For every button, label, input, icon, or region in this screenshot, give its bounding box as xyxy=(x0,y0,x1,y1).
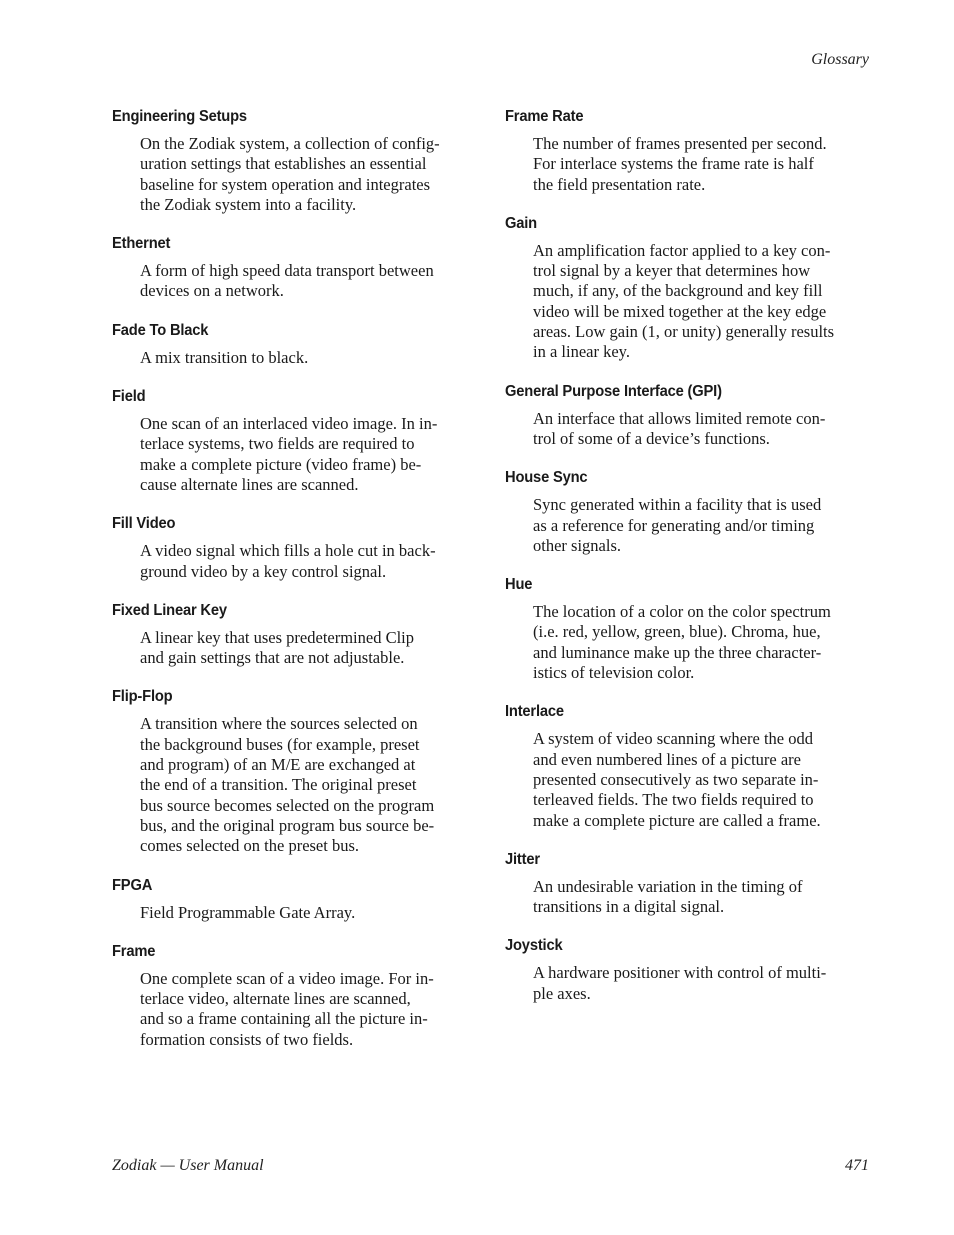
definition-line: presented consecutively as two separate in- xyxy=(533,769,819,789)
glossary-definition xyxy=(140,134,478,215)
definition-line: ground video by a key control signal. xyxy=(140,561,387,581)
glossary-term: Fade To Black xyxy=(112,321,209,339)
glossary-column-left xyxy=(112,107,478,1069)
glossary-entry xyxy=(505,468,871,556)
glossary-definition xyxy=(140,714,478,856)
glossary-entry xyxy=(505,702,871,830)
definition-line: A transition where the sources selected on xyxy=(140,714,418,734)
definition-line: ple axes. xyxy=(533,983,591,1003)
definition-line: other signals. xyxy=(533,535,621,555)
definition-line: as a reference for generating and/or timing xyxy=(533,515,815,535)
glossary-entry xyxy=(112,687,478,856)
running-header: Glossary xyxy=(811,51,869,68)
glossary-entry xyxy=(112,107,478,215)
definition-line: cause alternate lines are scanned. xyxy=(140,474,359,494)
glossary-definition xyxy=(533,241,871,363)
glossary-definition xyxy=(533,963,871,1004)
definition-line: An interface that allows limited remote con- xyxy=(533,408,826,428)
glossary-entry xyxy=(112,942,478,1050)
definition-line: (i.e. red, yellow, green, blue). Chroma, hue, xyxy=(533,622,821,642)
glossary-definition xyxy=(533,602,871,683)
definition-line: terlace video, alternate lines are scanned, xyxy=(140,989,411,1009)
definition-line: make a complete picture (video frame) be- xyxy=(140,454,422,474)
definition-line: trol signal by a keyer that determines how xyxy=(533,261,811,281)
glossary-term: Frame xyxy=(112,942,156,960)
glossary-definition xyxy=(533,729,871,830)
glossary-entry xyxy=(505,936,871,1004)
definition-line: On the Zodiak system, a collection of config- xyxy=(140,134,440,153)
definition-line: the Zodiak system into a facility. xyxy=(140,194,357,214)
glossary-entry xyxy=(505,107,871,195)
definition-line: uration settings that establishes an essential xyxy=(140,154,427,174)
definition-line: and luminance make up the three character- xyxy=(533,642,822,662)
glossary-term: Fixed Linear Key xyxy=(112,601,227,619)
glossary-column-right xyxy=(505,107,871,1023)
glossary-term: Interlace xyxy=(505,703,564,721)
glossary-definition xyxy=(140,969,478,1050)
glossary-definition xyxy=(533,495,871,556)
glossary-entry xyxy=(112,234,478,302)
definition-line: The number of frames presented per second. xyxy=(533,134,827,153)
glossary-definition xyxy=(140,348,478,368)
glossary-term: Gain xyxy=(505,214,537,232)
footer-page-number: 471 xyxy=(845,1157,869,1174)
definition-line: For interlace systems the frame rate is half xyxy=(533,154,814,174)
definition-line: and gain settings that are not adjustable. xyxy=(140,648,405,668)
definition-line: baseline for system operation and integrates xyxy=(140,174,431,194)
glossary-term: Ethernet xyxy=(112,235,171,253)
definition-line: trol of some of a device’s functions. xyxy=(533,428,770,448)
definition-line: Sync generated within a facility that is used xyxy=(533,495,822,515)
definition-line: A form of high speed data transport between xyxy=(140,261,434,281)
definition-line: A linear key that uses predetermined Clip xyxy=(140,627,415,647)
definition-line: devices on a network. xyxy=(140,281,284,301)
glossary-term: Engineering Setups xyxy=(112,108,247,125)
definition-line: One scan of an interlaced video image. In in- xyxy=(140,414,438,434)
glossary-entry xyxy=(112,876,478,923)
glossary-entry xyxy=(112,387,478,495)
definition-line: A video signal which fills a hole cut in back- xyxy=(140,541,436,561)
glossary-definition xyxy=(140,414,478,495)
glossary-definition xyxy=(140,261,478,302)
glossary-entry xyxy=(505,575,871,683)
definition-line: terleaved fields. The two fields required to xyxy=(533,790,814,810)
definition-line: bus source becomes selected on the program xyxy=(140,795,435,815)
definition-line: One complete scan of a video image. For in- xyxy=(140,968,434,988)
definition-line: bus, and the original program bus source be- xyxy=(140,815,435,835)
glossary-term: General Purpose Interface (GPI) xyxy=(505,382,722,400)
definition-line: and program) of an M/E are exchanged at xyxy=(140,755,416,775)
glossary-definition xyxy=(533,134,871,195)
glossary-term: Field xyxy=(112,388,146,406)
glossary-definition xyxy=(140,903,478,923)
definition-line: terlace systems, two fields are required to xyxy=(140,434,415,454)
definition-line: comes selected on the preset bus. xyxy=(140,836,360,856)
glossary-entry xyxy=(505,214,871,363)
glossary-term: Joystick xyxy=(505,937,563,955)
glossary-term: Jitter xyxy=(505,850,540,868)
glossary-term: House Sync xyxy=(505,469,588,487)
definition-line: transitions in a digital signal. xyxy=(533,897,725,917)
definition-line: in a linear key. xyxy=(533,342,630,362)
glossary-definition xyxy=(140,541,478,582)
definition-line: A mix transition to black. xyxy=(140,347,309,367)
definition-line: much, if any, of the background and key fill xyxy=(533,281,823,301)
definition-line: An amplification factor applied to a key con- xyxy=(533,240,831,260)
definition-line: the field presentation rate. xyxy=(533,174,706,194)
definition-line: A hardware positioner with control of multi- xyxy=(533,963,827,983)
glossary-entry xyxy=(112,321,478,368)
definition-line: the end of a transition. The original preset xyxy=(140,775,417,795)
definition-line: The location of a color on the color spectrum xyxy=(533,602,831,622)
glossary-entry xyxy=(505,382,871,450)
glossary-term: Fill Video xyxy=(112,515,176,533)
definition-line: make a complete picture are called a frame. xyxy=(533,810,821,830)
definition-line: video will be mixed together at the key edge xyxy=(533,301,827,321)
glossary-term: Flip-Flop xyxy=(112,688,173,706)
glossary-term: FPGA xyxy=(112,876,153,894)
definition-line: areas. Low gain (1, or unity) generally results xyxy=(533,322,835,342)
glossary-term: Frame Rate xyxy=(505,108,584,125)
definition-line: Field Programmable Gate Array. xyxy=(140,902,356,922)
definition-line: A system of video scanning where the odd xyxy=(533,729,813,749)
glossary-entry xyxy=(112,514,478,582)
glossary-entry xyxy=(505,850,871,918)
definition-line: and so a frame containing all the picture in- xyxy=(140,1009,428,1029)
definition-line: formation consists of two fields. xyxy=(140,1029,354,1049)
glossary-definition xyxy=(533,877,871,918)
glossary-definition xyxy=(533,409,871,450)
footer-manual-title: Zodiak — User Manual xyxy=(112,1157,264,1174)
glossary-definition xyxy=(140,628,478,669)
glossary-term: Hue xyxy=(505,576,533,594)
glossary-entry xyxy=(112,601,478,669)
definition-line: An undesirable variation in the timing of xyxy=(533,876,803,896)
definition-line: istics of television color. xyxy=(533,663,695,683)
definition-line: and even numbered lines of a picture are xyxy=(533,749,802,769)
definition-line: the background buses (for example, preset xyxy=(140,734,420,754)
